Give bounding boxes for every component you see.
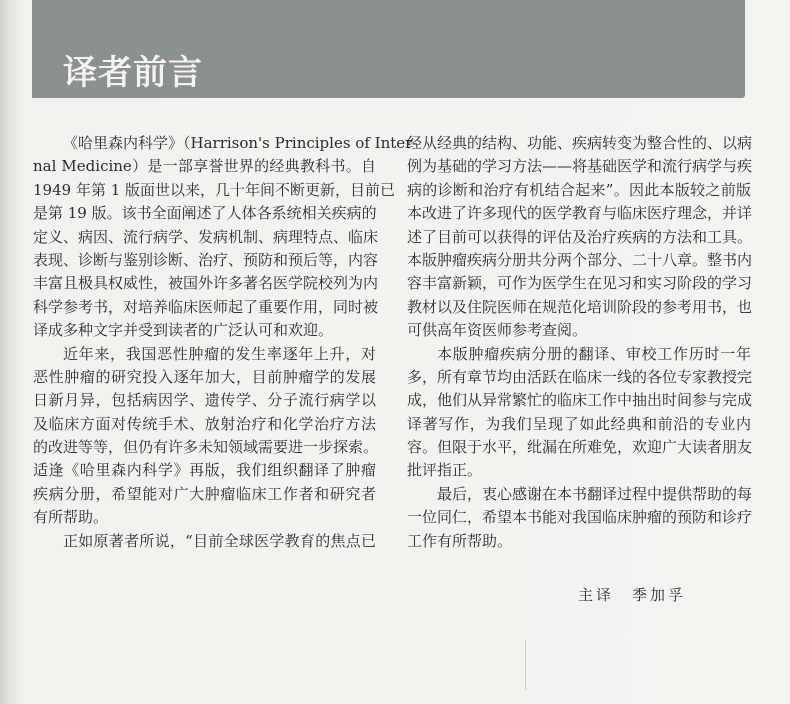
- text-line: 经从经典的结构、功能、疾病转变为整合性的、以病: [407, 134, 753, 152]
- text-line: 病的诊断和治疗有机结合起来”。因此本版较之前版: [407, 180, 751, 199]
- text-line: 有所帮助。: [33, 508, 109, 527]
- text-line: 恶性肿瘤的研究投入逐年加大，目前肿瘤学的发展: [33, 367, 376, 386]
- left-column: [33, 132, 418, 553]
- text-line: nal Medicine）是一部享誉世界的经典教科书。自: [33, 157, 376, 176]
- text-line: 表现、诊断与鉴别诊断、治疗、预防和预后等，内容: [33, 250, 379, 269]
- text-line: 是第 19 版。该书全面阐述了人体各系统相关疾病的: [33, 204, 377, 223]
- text-line: 可供高年资医师参考查阅。: [407, 321, 588, 340]
- text-line: 例为基础的学习方法——将基础医学和流行病学与疾: [407, 157, 753, 176]
- signature-name: 季加孚: [632, 586, 687, 604]
- paragraph: [33, 132, 418, 343]
- signature: [578, 584, 704, 605]
- text-line: 批评指正。: [407, 461, 483, 480]
- page-title: 译者前言: [63, 53, 203, 93]
- paragraph: [407, 132, 751, 343]
- text-line: 定义、病因、流行病学、发病机制、病理特点、临床: [33, 227, 379, 246]
- text-line: 本版肿瘤疾病分册共分两个部分、二十八章。整书内: [407, 250, 753, 269]
- text-line: 本改进了许多现代的医学教育与临床医疗理念，并详: [407, 204, 753, 223]
- header-banner: [32, 0, 745, 98]
- text-line: 述了目前可以获得的评估及治疗疾病的方法和工具。: [407, 227, 753, 246]
- text-line: 适逢《哈里森内科学》再版，我们组织翻译了肿瘤: [33, 461, 376, 480]
- text-line: 本版肿瘤疾病分册的翻译、审校工作历时一年: [437, 344, 751, 363]
- text-line: 丰富且极具权威性，被国外许多著名医学院校列为内: [33, 274, 379, 293]
- text-line: 成，他们从异常繁忙的临床工作中抽出时间参与完成: [407, 391, 753, 410]
- text-line: 近年来，我国恶性肿瘤的发生率逐年上升，对: [63, 344, 376, 363]
- text-line: 译著写作，为我们呈现了如此经典和前沿的专业内: [407, 414, 751, 433]
- text-line: 多，所有章节均由活跃在临床一线的各位专家教授完: [407, 367, 753, 386]
- paragraph: [407, 483, 751, 553]
- text-line: 正如原著者所说，“目前全球医学教育的焦点已: [63, 531, 376, 550]
- text-line: 日新月异，包括病因学、遗传学、分子流行病学以: [33, 391, 376, 410]
- text-line: 《哈里森内科学》（Harrison's Principles of Inter-: [63, 134, 418, 152]
- paragraph: [407, 343, 751, 483]
- page-fold-mark: [525, 640, 526, 690]
- text-line: 科学参考书，对培养临床医师起了重要作用，同时被: [33, 297, 379, 316]
- text-line: 容丰富新颖，可作为医学生在见习和实习阶段的学习: [407, 274, 753, 293]
- paragraph: [33, 343, 379, 530]
- text-line: 译成多种文字并受到读者的广泛认可和欢迎。: [33, 321, 334, 340]
- text-line: 的改进等等，但仍有许多未知领域需要进一步探索。: [33, 438, 379, 457]
- text-line: 容。但限于水平，纰漏在所难免，欢迎广大读者朋友: [407, 438, 753, 457]
- text-line: 疾病分册，希望能对广大肿瘤临床工作者和研究者: [33, 484, 376, 503]
- paragraph: [33, 530, 376, 553]
- signature-role: 主译: [578, 586, 615, 604]
- text-line: 及临床方面对传统手术、放射治疗和化学治疗方法: [33, 414, 376, 433]
- text-line: 工作有所帮助。: [407, 531, 513, 550]
- right-column: [407, 132, 751, 553]
- text-line: 教材以及住院医师在规范化培训阶段的参考用书，也: [407, 297, 753, 316]
- text-line: 最后，衷心感谢在本书翻译过程中提供帮助的每: [437, 484, 753, 503]
- text-line: 1949 年第 1 版面世以来，几十年间不断更新，目前已: [33, 180, 396, 199]
- text-line: 一位同仁，希望本书能对我国临床肿瘤的预防和诊疗: [407, 508, 753, 527]
